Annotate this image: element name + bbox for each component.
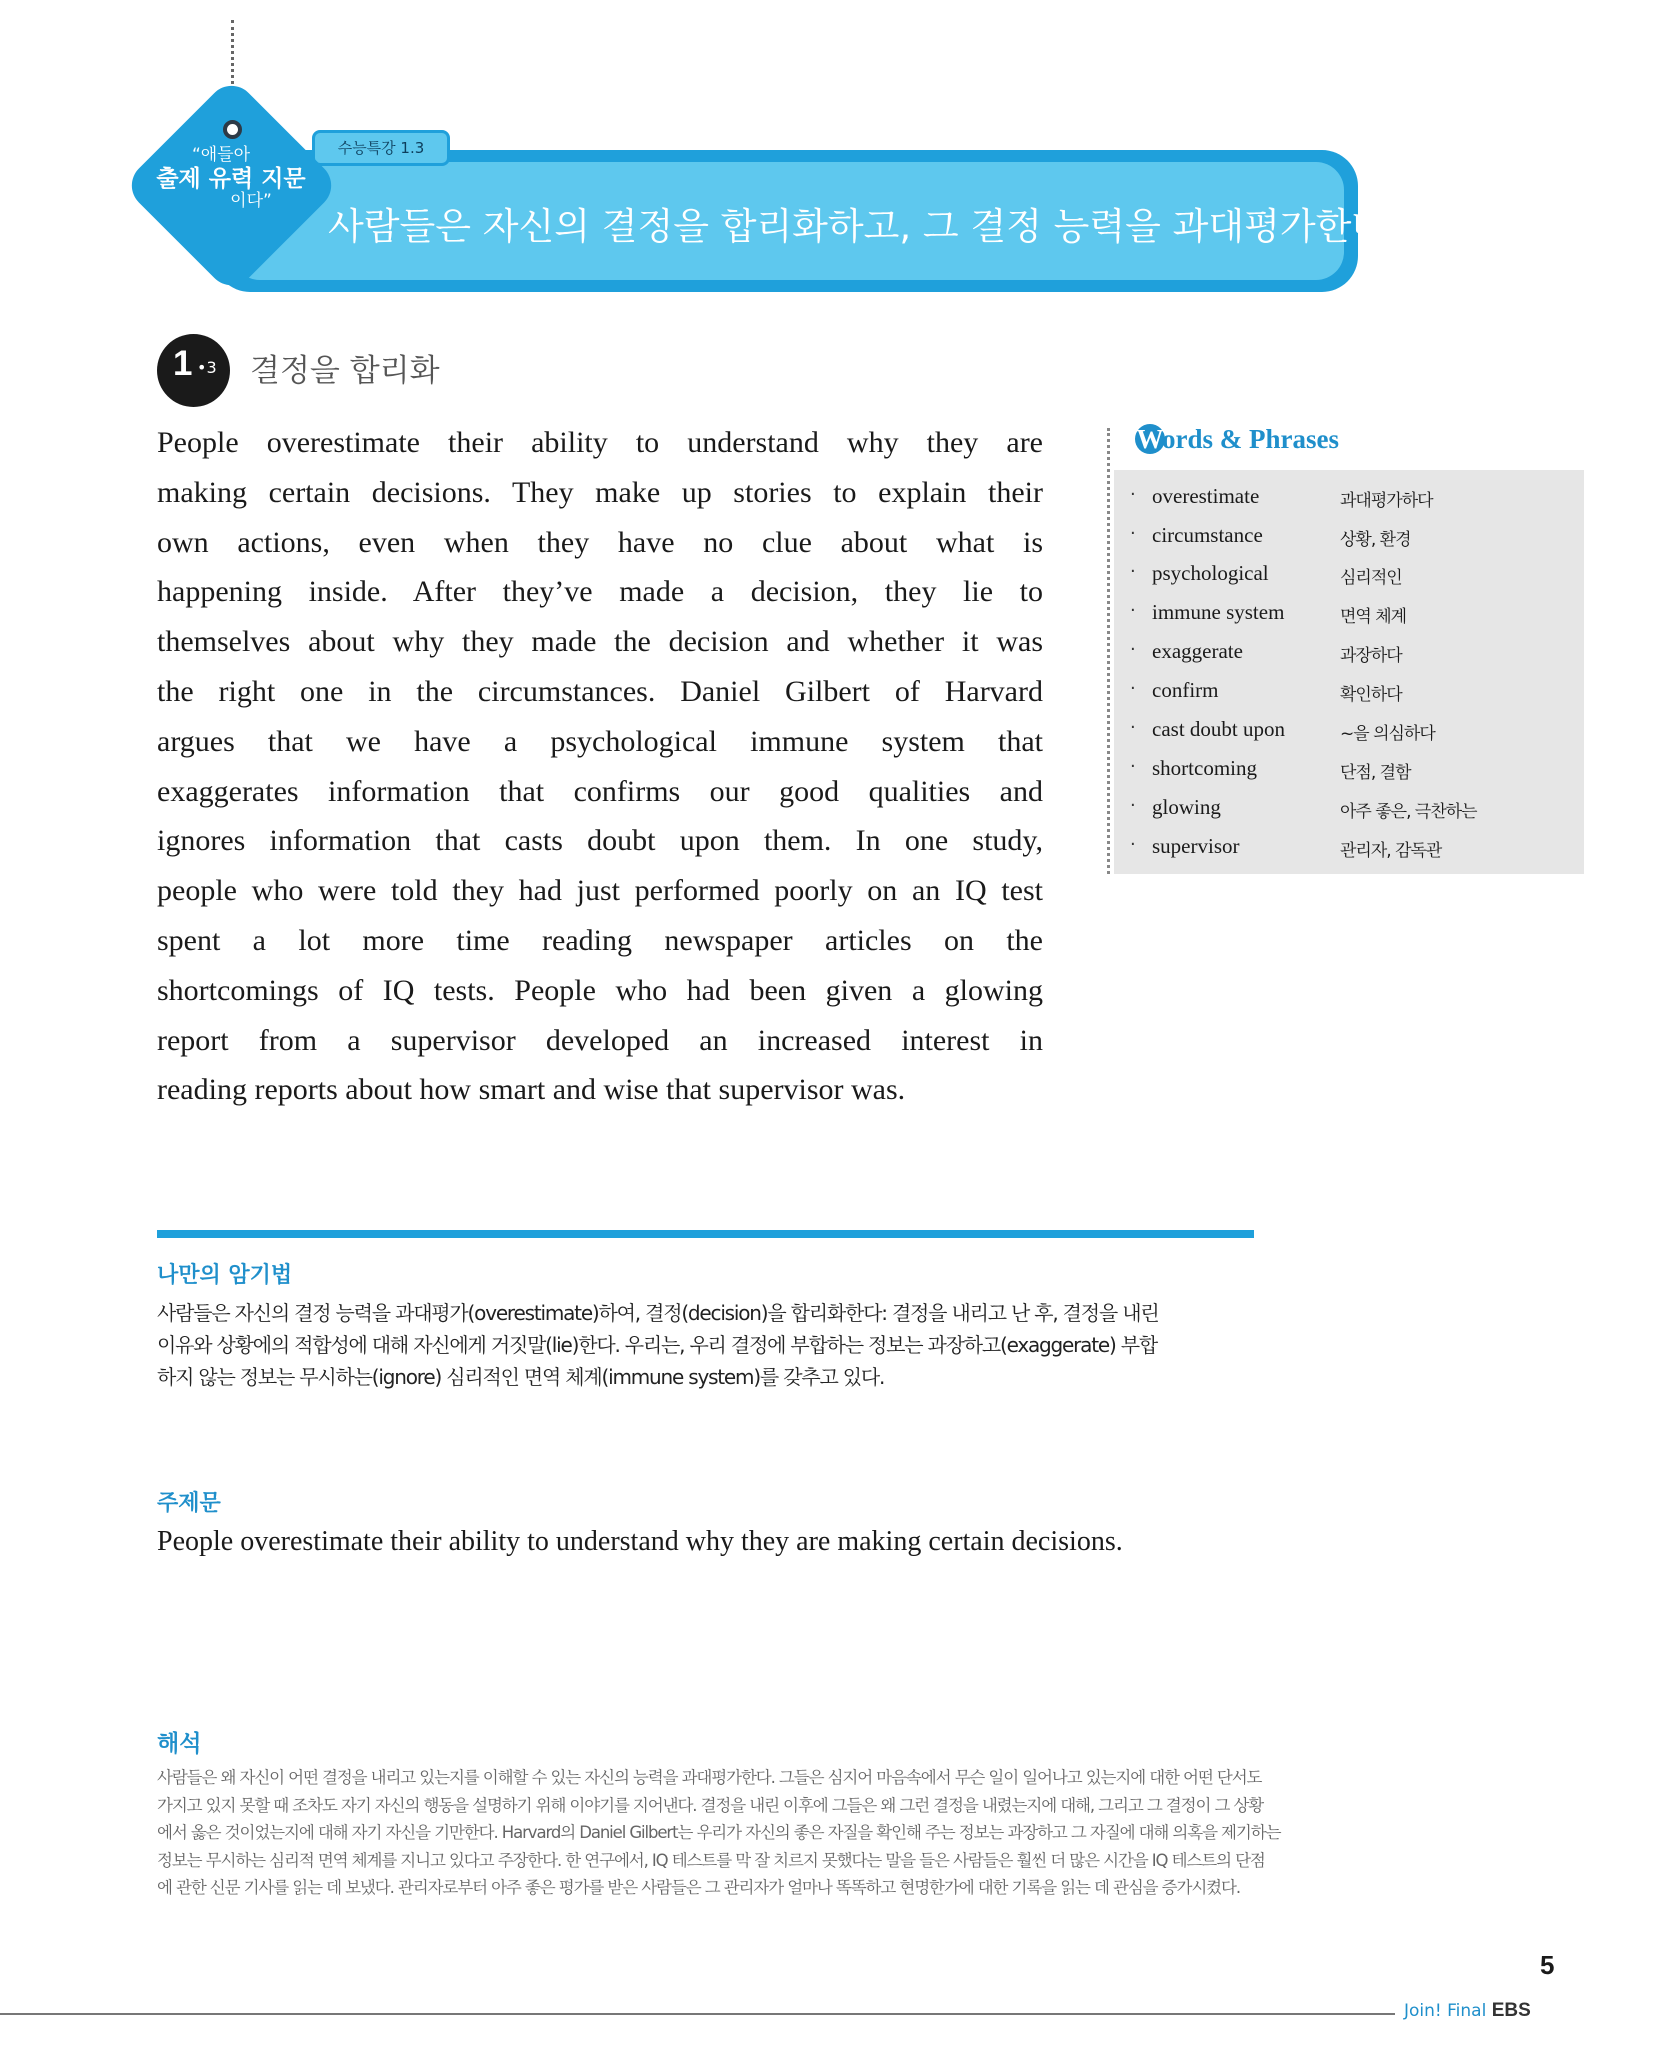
passage-line: people who were told they had just performed poorly on an IQ test [157, 874, 1043, 908]
vocab-meaning: 상황, 환경 [1340, 530, 1411, 550]
passage-line: shortcomings of IQ tests. People who had been given a glowing [157, 973, 1043, 1007]
vocab-meaning: 아주 좋은, 극찬하는 [1340, 802, 1477, 822]
vocab-word: cast doubt upon [1152, 717, 1285, 741]
footer-rule [0, 2013, 1395, 2015]
section-number-badge [157, 334, 230, 407]
footer-brand-logo: EBS [1491, 2000, 1531, 2021]
passage-line: reading reports about how smart and wise that supervisor was. [157, 1073, 906, 1107]
vocab-meaning: ~을 의심하다 [1340, 724, 1435, 744]
memory-tip-heading: 나만의 암기법 [157, 1263, 293, 1288]
passage-line: spent a lot more time reading newspaper articles on the [157, 923, 1043, 957]
passage-line: the right one in the circumstances. Daniel Gilbert of Harvard [157, 674, 1043, 708]
passage-line: argues that we have a psychological immune system that [157, 724, 1043, 758]
translation-heading: 해석 [157, 1731, 202, 1757]
source-tab: 수능특강 1.3 [312, 130, 450, 166]
translation-line: 에서 옳은 것이었는지에 대해 자기 자신을 기만한다. Harvard의 Daniel Gilbert는 우리가 자신의 좋은 자질을 확인해 주는 정보는 과장하고 그 자질에 대해 의혹을 제기하는 [157, 1823, 1281, 1842]
vocab-word: immune system [1152, 600, 1285, 624]
translation-line: 정보는 무시하는 심리적 면역 체계를 지니고 있다고 주장한다. 한 연구에서, IQ 테스트를 막 잘 치르지 못했다는 말을 들은 사람들은 훨씬 더 많은 시간을 IQ 테스트의 단점 [157, 1850, 1265, 1870]
topic-sentence-heading: 주제문 [157, 1491, 221, 1516]
memory-line: 하지 않는 정보는 무시하는(ignore) 심리적인 면역 체계(immune system)를 갖추고 있다. [157, 1365, 885, 1389]
hanging-tag [150, 146, 312, 212]
passage-line: making certain decisions. They make up stories to explain their [157, 475, 1043, 509]
vocab-word: overestimate [1152, 484, 1260, 508]
vocab-meaning: 심리적인 [1340, 568, 1402, 588]
passage-line: ignores information that casts doubt upon them. In one study, [157, 824, 1043, 858]
tag-line-1: “애들아 [191, 145, 251, 165]
passage-text [157, 418, 1043, 1115]
vocab-word: exaggerate [1152, 639, 1243, 663]
vocab-word: confirm [1152, 678, 1219, 702]
section-title: 결정을 합리화 [250, 353, 440, 389]
words-divider [1107, 428, 1110, 874]
vocab-word: circumstance [1152, 523, 1263, 547]
passage-line: People overestimate their ability to understand why they are [157, 426, 1043, 459]
passage-line: happening inside. After they’ve made a decision, they lie to [157, 575, 1043, 609]
memory-tip-text [157, 1297, 1257, 1393]
passage-line: exaggerates information that confirms our good qualities and [157, 774, 1043, 808]
tag-line-3: 이다” [230, 190, 272, 211]
vocab-word: psychological [1152, 561, 1269, 585]
translation-line: 사람들은 왜 자신이 어떤 결정을 내리고 있는지를 이해할 수 있는 자신의 능력을 과대평가한다. 그들은 심지어 마음속에서 무슨 일이 일어나고 있는지에 대한 어떤 단서도 [157, 1768, 1262, 1787]
vocab-meaning: 면역 체계 [1340, 607, 1407, 627]
section-sub-number: •3 [197, 358, 217, 377]
passage-line: own actions, even when they have no clue about what is [157, 525, 1043, 559]
memory-line: 이유와 상황에의 적합성에 대해 자신에게 거짓말(lie)한다. 우리는, 우리 결정에 부합하는 정보는 과장하고(exaggerate) 부합 [157, 1333, 1157, 1357]
section-number: 1 [173, 344, 193, 383]
words-phrases-initial: W [1136, 424, 1164, 454]
words-phrases-title [1135, 424, 1339, 455]
vocab-word: glowing [1152, 795, 1221, 819]
vocab-meaning: 확인하다 [1340, 685, 1402, 705]
memory-line: 사람들은 자신의 결정 능력을 과대평가(overestimate)하여, 결정(decision)을 합리화한다: 결정을 내리고 난 후, 결정을 내린 [157, 1301, 1159, 1325]
passage-line: report from a supervisor developed an increased interest in [157, 1023, 1043, 1057]
page-number: 5 [1540, 1950, 1555, 1980]
tag-line-2: 출제 유력 지문 [156, 165, 306, 192]
vocab-word: supervisor [1152, 834, 1240, 858]
vocab-meaning: 과장하다 [1340, 646, 1402, 666]
vocab-meaning: 단점, 결함 [1340, 763, 1411, 783]
footer-brand [1404, 2000, 1531, 2022]
topic-sentence: People overestimate their ability to understand why they are making certain decisions. [157, 1526, 1123, 1557]
page-title: 사람들은 자신의 결정을 합리화하고, 그 결정 능력을 과대평가한다. [328, 205, 1399, 248]
translation-line: 에 관한 신문 기사를 읽는 데 보냈다. 관리자로부터 아주 좋은 평가를 받은 사람들은 그 관리자가 얼마나 똑똑하고 현명한가에 대한 기록을 읽는 데 관심을 증가시켰다. [157, 1878, 1240, 1897]
translation-line: 가지고 있지 못할 때 조차도 자기 자신의 행동을 설명하기 위해 이야기를 지어낸다. 결정을 내린 이후에 그들은 왜 그런 결정을 내렸는지에 대해, 그리고 그 결정이 그 상황 [157, 1795, 1264, 1815]
words-phrases-title-rest: ords & Phrases [1162, 424, 1339, 454]
tag-hole [223, 120, 242, 139]
footer-brand-text: Join! Final [1404, 2001, 1492, 2021]
translation-text [157, 1764, 1419, 1902]
section-divider-bar [157, 1230, 1254, 1238]
vocab-word: shortcoming [1152, 756, 1257, 780]
vocab-meaning: 과대평가하다 [1340, 491, 1433, 511]
vocab-meaning: 관리자, 감독관 [1340, 841, 1442, 861]
passage-line: themselves about why they made the decision and whether it was [157, 625, 1043, 659]
